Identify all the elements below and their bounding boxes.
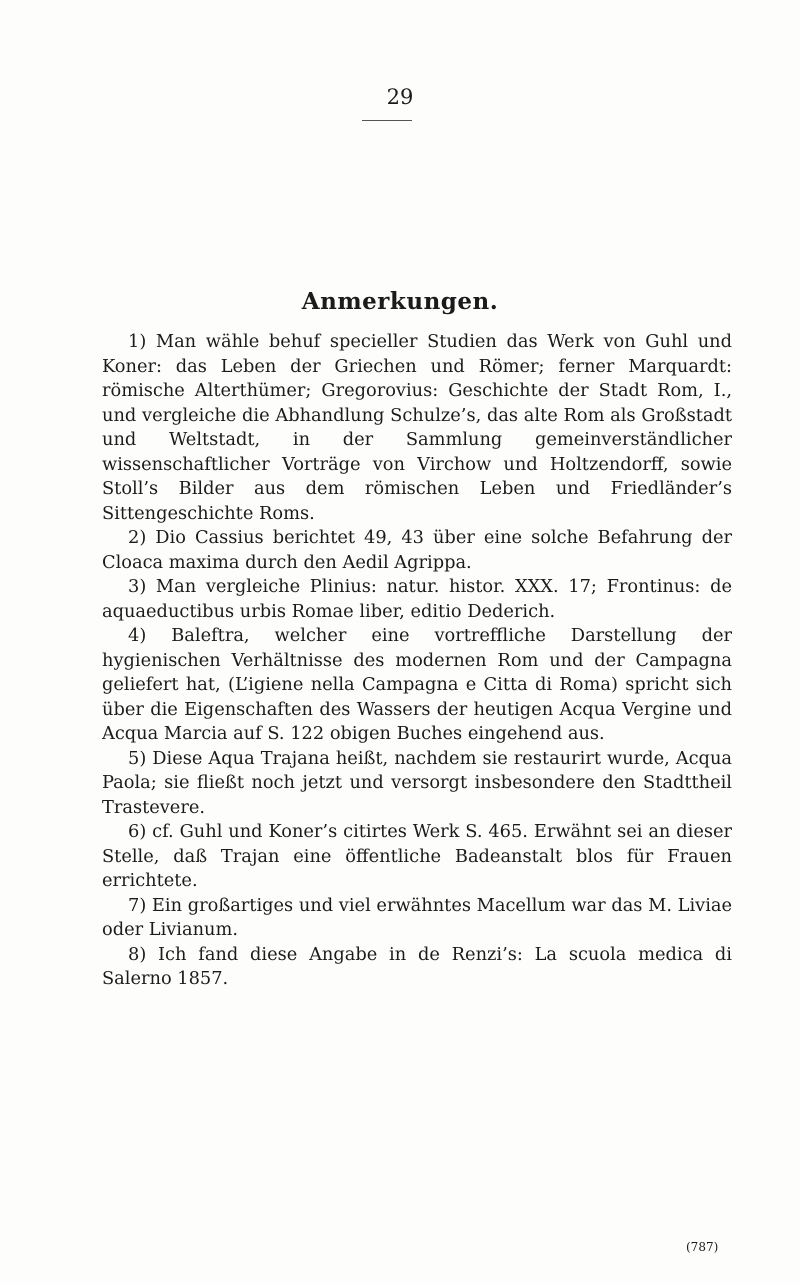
note-1: 1) Man wähle behuf specieller Studien das Werk von Guhl und Koner: das Leben der Griechen und Römer; ferner Marquardt: römische Alterthümer; Gregorovius: Geschichte der Stadt Rom, I., und vergleiche die Abhandlung Schulze’s, das alte Rom als Großstadt und Weltstadt, in der Sammlung gemeinverständlicher wissenschaftlicher Vorträge von Virchow und Holtzendorff, sowie Stoll’s Bilder aus dem römischen Leben und Friedländer’s Sittengeschichte Roms. [102, 331, 732, 524]
catalog-number: (787) [686, 1240, 719, 1254]
note-7: 7) Ein großartiges und viel erwähntes Macellum war das M. Liviae oder Livianum. [102, 894, 732, 940]
note-8: 8) Ich fand diese Angabe in de Renzi’s: La scuola medica di Salerno 1857. [102, 943, 732, 989]
note-4: 4) Baleftra, welcher eine vortreffliche Darstellung der hygienischen Verhältnisse des modernen Rom und der Campagna geliefert hat, (L’igiene nella Campagna e Citta di Roma) spricht sich über die Eigenschaften des Wassers der heutigen Acqua Vergine und Acqua Marcia auf S. 122 obigen Buches eingehend aus. [102, 625, 732, 744]
note-3: 3) Man vergleiche Plinius: natur. histor. XXX. 17; Frontinus: de aquaeductibus urbis Romae liber, editio Dederich. [102, 576, 732, 622]
note-2: 2) Dio Cassius berichtet 49, 43 über eine solche Befahrung der Cloaca maxima durch den Aedil Agrippa. [102, 527, 732, 573]
notes-list [102, 330, 732, 992]
page-heading: Anmerkungen. [301, 288, 499, 315]
page-number: 29 [386, 85, 414, 109]
note-5: 5) Diese Aqua Trajana heißt, nachdem sie restaurirt wurde, Acqua Paola; sie fließt noch jetzt und versorgt insbesondere den Stadttheil Trastevere. [102, 747, 732, 818]
note-6: 6) cf. Guhl und Koner’s citirtes Werk S. 465. Erwähnt sei an dieser Stelle, daß Trajan eine öffentliche Badeanstalt blos für Frauen errichtete. [102, 821, 732, 891]
page-number-rule [362, 120, 412, 121]
